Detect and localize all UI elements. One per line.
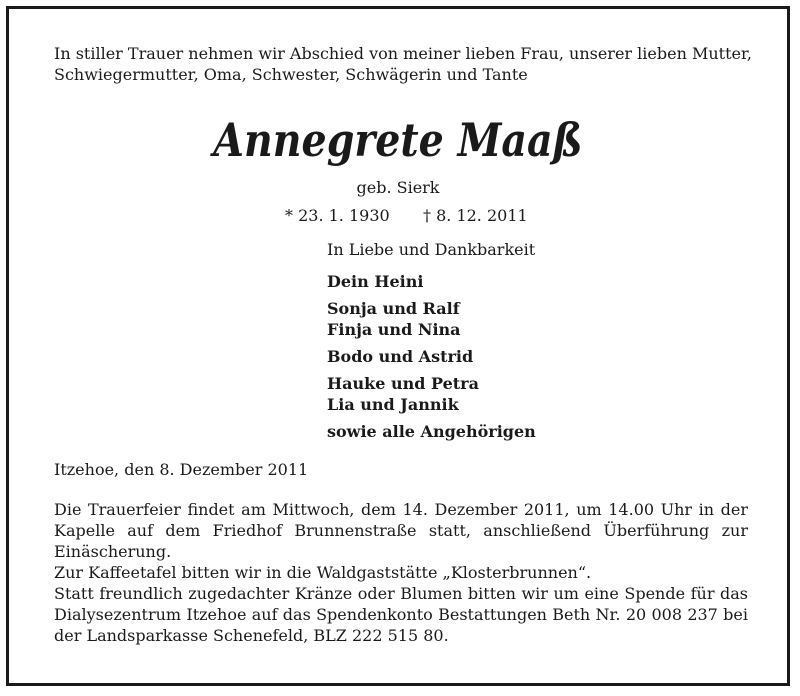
mourner-name: Finja und Nina [327,320,461,339]
deceased-name: Annegrete Maaß [213,113,583,167]
mourner-name: sowie alle Angehörigen [327,422,536,441]
funeral-info: Die Trauerfeier findet am Mittwoch, dem 14. Dezember 2011, um 14.00 Uhr in der Kapelle auf dem Friedhof Brunnenstraße statt, anschließend Überführung zur Einäscherung. [54,500,748,561]
intro-text [54,43,754,85]
mourner-name: Dein Heini [327,272,424,291]
maiden-name: geb. Sierk [356,178,440,197]
mourner-name: Lia und Jannik [327,395,459,414]
coffee-info: Zur Kaffeetafel bitten wir in die Waldgaststätte „Klosterbrunnen“. [54,563,592,582]
mourners-list [327,271,536,448]
intro-line-1: In stiller Trauer nehmen wir Abschied von meiner lieben Frau, unserer lieben Mutter, [54,44,752,63]
birth-date: * 23. 1. 1930 [285,206,390,225]
mourner-name: Bodo und Astrid [327,347,474,366]
mourner-name: Sonja und Ralf [327,299,460,318]
death-date: † 8. 12. 2011 [423,206,528,225]
place-and-date: Itzehoe, den 8. Dezember 2011 [54,460,309,479]
obituary-notice [6,6,790,686]
service-details [54,499,748,646]
intro-line-2: Schwiegermutter, Oma, Schwester, Schwägerin und Tante [54,65,528,84]
mourner-group [327,421,536,442]
mourner-group [327,346,536,367]
mourner-group [327,373,536,415]
mourner-group [327,271,536,292]
donation-info: Statt freundlich zugedachter Kränze oder Blumen bitten wir um eine Spende für das Dialysezentrum Itzehoe auf das Spendenkonto Bestattungen Beth Nr. 20 008 237 bei der Landsparkasse Schenefeld, BLZ 222 515 80. [54,584,748,645]
mourner-group [327,298,536,340]
thanks-line: In Liebe und Dankbarkeit [327,240,536,259]
mourner-name: Hauke und Petra [327,374,479,393]
